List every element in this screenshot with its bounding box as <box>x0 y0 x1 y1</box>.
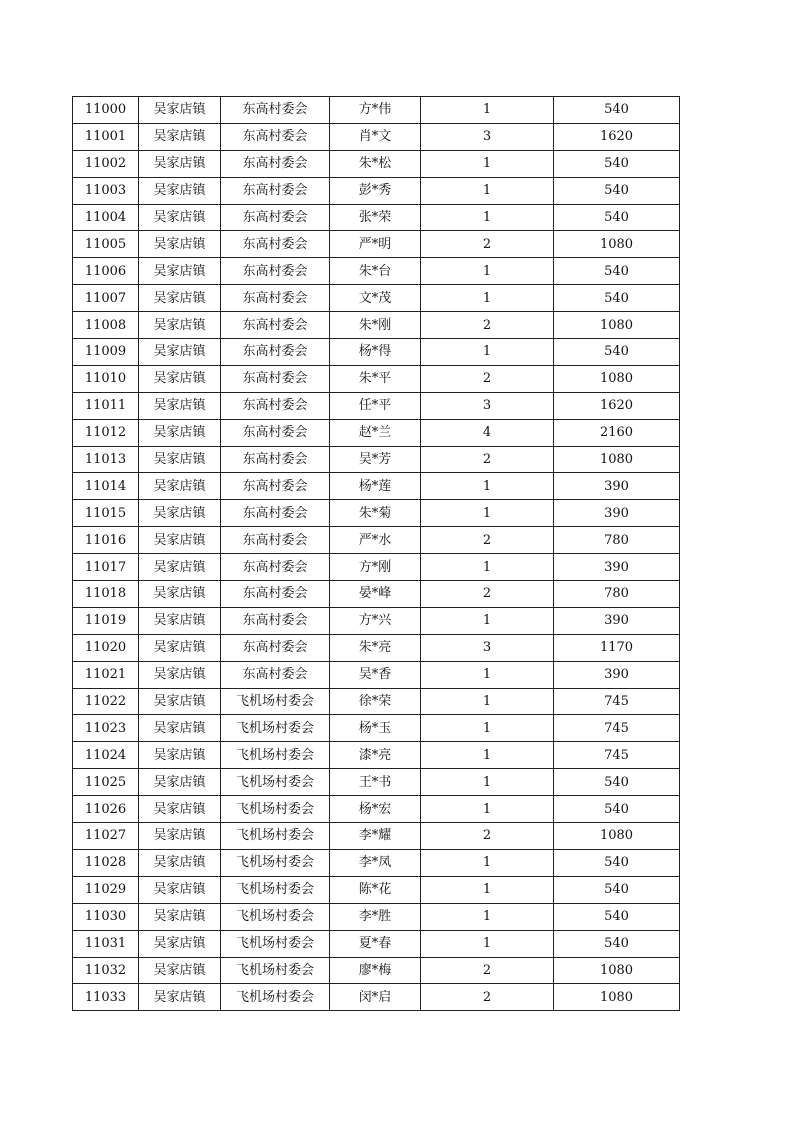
household-count-cell: 3 <box>421 123 554 150</box>
village-committee-cell: 东高村委会 <box>221 527 330 554</box>
row-id-cell: 11031 <box>73 930 139 957</box>
village-committee-cell: 东高村委会 <box>221 312 330 339</box>
town-cell: 吴家店镇 <box>139 607 221 634</box>
table-row <box>73 903 680 930</box>
row-id-cell: 11000 <box>73 97 139 124</box>
village-committee-cell: 东高村委会 <box>221 392 330 419</box>
town-cell: 吴家店镇 <box>139 97 221 124</box>
amount-cell: 745 <box>554 715 680 742</box>
row-id-cell: 11005 <box>73 231 139 258</box>
row-id-cell: 11009 <box>73 339 139 366</box>
table-row <box>73 715 680 742</box>
row-id-cell: 11003 <box>73 177 139 204</box>
row-id-cell: 11010 <box>73 365 139 392</box>
village-committee-cell: 东高村委会 <box>221 97 330 124</box>
household-count-cell: 1 <box>421 930 554 957</box>
town-cell: 吴家店镇 <box>139 581 221 608</box>
row-id-cell: 11021 <box>73 661 139 688</box>
table-row <box>73 339 680 366</box>
amount-cell: 390 <box>554 607 680 634</box>
amount-cell: 540 <box>554 177 680 204</box>
table-row <box>73 150 680 177</box>
person-name-cell: 晏*峰 <box>330 581 421 608</box>
person-name-cell: 杨*莲 <box>330 473 421 500</box>
amount-cell: 540 <box>554 876 680 903</box>
village-committee-cell: 飞机场村委会 <box>221 876 330 903</box>
person-name-cell: 吴*芳 <box>330 446 421 473</box>
amount-cell: 1080 <box>554 957 680 984</box>
village-committee-cell: 东高村委会 <box>221 419 330 446</box>
household-count-cell: 1 <box>421 742 554 769</box>
amount-cell: 1080 <box>554 231 680 258</box>
amount-cell: 540 <box>554 903 680 930</box>
village-committee-cell: 飞机场村委会 <box>221 903 330 930</box>
amount-cell: 540 <box>554 930 680 957</box>
person-name-cell: 朱*平 <box>330 365 421 392</box>
row-id-cell: 11015 <box>73 500 139 527</box>
amount-cell: 1620 <box>554 392 680 419</box>
person-name-cell: 赵*兰 <box>330 419 421 446</box>
village-committee-cell: 东高村委会 <box>221 285 330 312</box>
table-row <box>73 769 680 796</box>
person-name-cell: 彭*秀 <box>330 177 421 204</box>
amount-cell: 540 <box>554 258 680 285</box>
table-row <box>73 177 680 204</box>
row-id-cell: 11026 <box>73 796 139 823</box>
row-id-cell: 11029 <box>73 876 139 903</box>
household-count-cell: 2 <box>421 581 554 608</box>
amount-cell: 1620 <box>554 123 680 150</box>
town-cell: 吴家店镇 <box>139 903 221 930</box>
town-cell: 吴家店镇 <box>139 419 221 446</box>
table-row <box>73 688 680 715</box>
table-row <box>73 581 680 608</box>
table-row <box>73 392 680 419</box>
table-row <box>73 742 680 769</box>
amount-cell: 1080 <box>554 984 680 1011</box>
table-body <box>73 97 680 1011</box>
table-row <box>73 823 680 850</box>
household-count-cell: 1 <box>421 661 554 688</box>
row-id-cell: 11016 <box>73 527 139 554</box>
person-name-cell: 杨*宏 <box>330 796 421 823</box>
household-count-cell: 1 <box>421 554 554 581</box>
table-row <box>73 661 680 688</box>
town-cell: 吴家店镇 <box>139 823 221 850</box>
household-count-cell: 2 <box>421 312 554 339</box>
amount-cell: 1080 <box>554 823 680 850</box>
town-cell: 吴家店镇 <box>139 527 221 554</box>
village-committee-cell: 飞机场村委会 <box>221 715 330 742</box>
town-cell: 吴家店镇 <box>139 365 221 392</box>
person-name-cell: 闵*启 <box>330 984 421 1011</box>
person-name-cell: 文*茂 <box>330 285 421 312</box>
town-cell: 吴家店镇 <box>139 392 221 419</box>
table-row <box>73 957 680 984</box>
amount-cell: 1080 <box>554 312 680 339</box>
household-count-cell: 2 <box>421 823 554 850</box>
town-cell: 吴家店镇 <box>139 446 221 473</box>
village-committee-cell: 飞机场村委会 <box>221 957 330 984</box>
row-id-cell: 11007 <box>73 285 139 312</box>
row-id-cell: 11027 <box>73 823 139 850</box>
person-name-cell: 严*水 <box>330 527 421 554</box>
household-count-cell: 2 <box>421 365 554 392</box>
amount-cell: 780 <box>554 581 680 608</box>
town-cell: 吴家店镇 <box>139 312 221 339</box>
household-count-cell: 1 <box>421 796 554 823</box>
household-count-cell: 1 <box>421 903 554 930</box>
table-row <box>73 419 680 446</box>
town-cell: 吴家店镇 <box>139 204 221 231</box>
town-cell: 吴家店镇 <box>139 742 221 769</box>
row-id-cell: 11019 <box>73 607 139 634</box>
household-count-cell: 2 <box>421 231 554 258</box>
row-id-cell: 11018 <box>73 581 139 608</box>
person-name-cell: 肖*文 <box>330 123 421 150</box>
row-id-cell: 11012 <box>73 419 139 446</box>
person-name-cell: 张*荣 <box>330 204 421 231</box>
household-count-cell: 3 <box>421 634 554 661</box>
village-committee-cell: 飞机场村委会 <box>221 742 330 769</box>
amount-cell: 745 <box>554 688 680 715</box>
amount-cell: 1170 <box>554 634 680 661</box>
household-count-cell: 2 <box>421 957 554 984</box>
household-count-cell: 1 <box>421 285 554 312</box>
amount-cell: 540 <box>554 97 680 124</box>
town-cell: 吴家店镇 <box>139 231 221 258</box>
household-count-cell: 4 <box>421 419 554 446</box>
town-cell: 吴家店镇 <box>139 957 221 984</box>
household-count-cell: 1 <box>421 473 554 500</box>
town-cell: 吴家店镇 <box>139 473 221 500</box>
row-id-cell: 11004 <box>73 204 139 231</box>
row-id-cell: 11020 <box>73 634 139 661</box>
row-id-cell: 11033 <box>73 984 139 1011</box>
village-committee-cell: 东高村委会 <box>221 581 330 608</box>
person-name-cell: 任*平 <box>330 392 421 419</box>
table-row <box>73 446 680 473</box>
town-cell: 吴家店镇 <box>139 634 221 661</box>
table-row <box>73 204 680 231</box>
town-cell: 吴家店镇 <box>139 688 221 715</box>
household-count-cell: 1 <box>421 769 554 796</box>
amount-cell: 540 <box>554 339 680 366</box>
town-cell: 吴家店镇 <box>139 258 221 285</box>
table-row <box>73 984 680 1011</box>
amount-cell: 540 <box>554 796 680 823</box>
table-row <box>73 607 680 634</box>
row-id-cell: 11032 <box>73 957 139 984</box>
village-committee-cell: 飞机场村委会 <box>221 930 330 957</box>
village-committee-cell: 东高村委会 <box>221 231 330 258</box>
amount-cell: 1080 <box>554 446 680 473</box>
row-id-cell: 11011 <box>73 392 139 419</box>
town-cell: 吴家店镇 <box>139 715 221 742</box>
row-id-cell: 11006 <box>73 258 139 285</box>
village-committee-cell: 东高村委会 <box>221 177 330 204</box>
household-count-cell: 1 <box>421 500 554 527</box>
amount-cell: 540 <box>554 150 680 177</box>
village-committee-cell: 飞机场村委会 <box>221 769 330 796</box>
amount-cell: 390 <box>554 473 680 500</box>
village-committee-cell: 东高村委会 <box>221 339 330 366</box>
amount-cell: 390 <box>554 661 680 688</box>
person-name-cell: 严*明 <box>330 231 421 258</box>
amount-cell: 2160 <box>554 419 680 446</box>
town-cell: 吴家店镇 <box>139 661 221 688</box>
household-count-cell: 2 <box>421 446 554 473</box>
household-count-cell: 1 <box>421 177 554 204</box>
row-id-cell: 11025 <box>73 769 139 796</box>
amount-cell: 780 <box>554 527 680 554</box>
town-cell: 吴家店镇 <box>139 123 221 150</box>
village-committee-cell: 东高村委会 <box>221 123 330 150</box>
household-count-cell: 1 <box>421 876 554 903</box>
person-name-cell: 李*凤 <box>330 849 421 876</box>
person-name-cell: 杨*玉 <box>330 715 421 742</box>
household-count-cell: 1 <box>421 339 554 366</box>
village-committee-cell: 东高村委会 <box>221 554 330 581</box>
amount-cell: 390 <box>554 554 680 581</box>
person-name-cell: 朱*松 <box>330 150 421 177</box>
person-name-cell: 漆*亮 <box>330 742 421 769</box>
person-name-cell: 夏*春 <box>330 930 421 957</box>
person-name-cell: 朱*台 <box>330 258 421 285</box>
town-cell: 吴家店镇 <box>139 500 221 527</box>
town-cell: 吴家店镇 <box>139 339 221 366</box>
household-count-cell: 1 <box>421 849 554 876</box>
row-id-cell: 11023 <box>73 715 139 742</box>
town-cell: 吴家店镇 <box>139 150 221 177</box>
row-id-cell: 11030 <box>73 903 139 930</box>
table-row <box>73 231 680 258</box>
village-committee-cell: 东高村委会 <box>221 634 330 661</box>
row-id-cell: 11017 <box>73 554 139 581</box>
person-name-cell: 徐*荣 <box>330 688 421 715</box>
table-row <box>73 97 680 124</box>
amount-cell: 1080 <box>554 365 680 392</box>
person-name-cell: 方*刚 <box>330 554 421 581</box>
table-row <box>73 500 680 527</box>
person-name-cell: 廖*梅 <box>330 957 421 984</box>
village-committee-cell: 东高村委会 <box>221 150 330 177</box>
amount-cell: 390 <box>554 500 680 527</box>
person-name-cell: 杨*得 <box>330 339 421 366</box>
town-cell: 吴家店镇 <box>139 177 221 204</box>
town-cell: 吴家店镇 <box>139 769 221 796</box>
person-name-cell: 陈*花 <box>330 876 421 903</box>
person-name-cell: 吴*香 <box>330 661 421 688</box>
person-name-cell: 方*伟 <box>330 97 421 124</box>
person-name-cell: 王*书 <box>330 769 421 796</box>
town-cell: 吴家店镇 <box>139 796 221 823</box>
village-committee-cell: 东高村委会 <box>221 258 330 285</box>
table-row <box>73 285 680 312</box>
household-count-cell: 1 <box>421 688 554 715</box>
amount-cell: 540 <box>554 285 680 312</box>
row-id-cell: 11013 <box>73 446 139 473</box>
table-row <box>73 876 680 903</box>
table-row <box>73 634 680 661</box>
village-committee-cell: 飞机场村委会 <box>221 984 330 1011</box>
household-count-cell: 1 <box>421 607 554 634</box>
household-count-cell: 1 <box>421 97 554 124</box>
row-id-cell: 11001 <box>73 123 139 150</box>
household-count-cell: 1 <box>421 204 554 231</box>
amount-cell: 540 <box>554 204 680 231</box>
village-committee-cell: 飞机场村委会 <box>221 796 330 823</box>
village-committee-cell: 东高村委会 <box>221 365 330 392</box>
household-count-cell: 1 <box>421 150 554 177</box>
village-committee-cell: 东高村委会 <box>221 607 330 634</box>
person-name-cell: 朱*亮 <box>330 634 421 661</box>
table-row <box>73 312 680 339</box>
person-name-cell: 李*胜 <box>330 903 421 930</box>
village-committee-cell: 飞机场村委会 <box>221 823 330 850</box>
household-count-cell: 3 <box>421 392 554 419</box>
amount-cell: 540 <box>554 849 680 876</box>
town-cell: 吴家店镇 <box>139 984 221 1011</box>
person-name-cell: 李*耀 <box>330 823 421 850</box>
town-cell: 吴家店镇 <box>139 930 221 957</box>
person-name-cell: 朱*刚 <box>330 312 421 339</box>
row-id-cell: 11028 <box>73 849 139 876</box>
household-count-cell: 2 <box>421 984 554 1011</box>
household-count-cell: 1 <box>421 258 554 285</box>
town-cell: 吴家店镇 <box>139 554 221 581</box>
row-id-cell: 11008 <box>73 312 139 339</box>
table-row <box>73 849 680 876</box>
village-committee-cell: 东高村委会 <box>221 500 330 527</box>
table-row <box>73 527 680 554</box>
person-name-cell: 朱*菊 <box>330 500 421 527</box>
table-row <box>73 123 680 150</box>
household-count-cell: 2 <box>421 527 554 554</box>
row-id-cell: 11024 <box>73 742 139 769</box>
table-row <box>73 554 680 581</box>
table-row <box>73 473 680 500</box>
person-name-cell: 方*兴 <box>330 607 421 634</box>
village-committee-cell: 飞机场村委会 <box>221 849 330 876</box>
amount-cell: 540 <box>554 769 680 796</box>
village-committee-cell: 东高村委会 <box>221 473 330 500</box>
table-row <box>73 365 680 392</box>
town-cell: 吴家店镇 <box>139 876 221 903</box>
table-row <box>73 258 680 285</box>
row-id-cell: 11014 <box>73 473 139 500</box>
household-count-cell: 1 <box>421 715 554 742</box>
row-id-cell: 11022 <box>73 688 139 715</box>
row-id-cell: 11002 <box>73 150 139 177</box>
town-cell: 吴家店镇 <box>139 285 221 312</box>
village-committee-cell: 东高村委会 <box>221 204 330 231</box>
table-row <box>73 796 680 823</box>
amount-cell: 745 <box>554 742 680 769</box>
table-row <box>73 930 680 957</box>
town-cell: 吴家店镇 <box>139 849 221 876</box>
subsidy-table <box>72 96 680 1011</box>
village-committee-cell: 东高村委会 <box>221 446 330 473</box>
village-committee-cell: 飞机场村委会 <box>221 688 330 715</box>
village-committee-cell: 东高村委会 <box>221 661 330 688</box>
